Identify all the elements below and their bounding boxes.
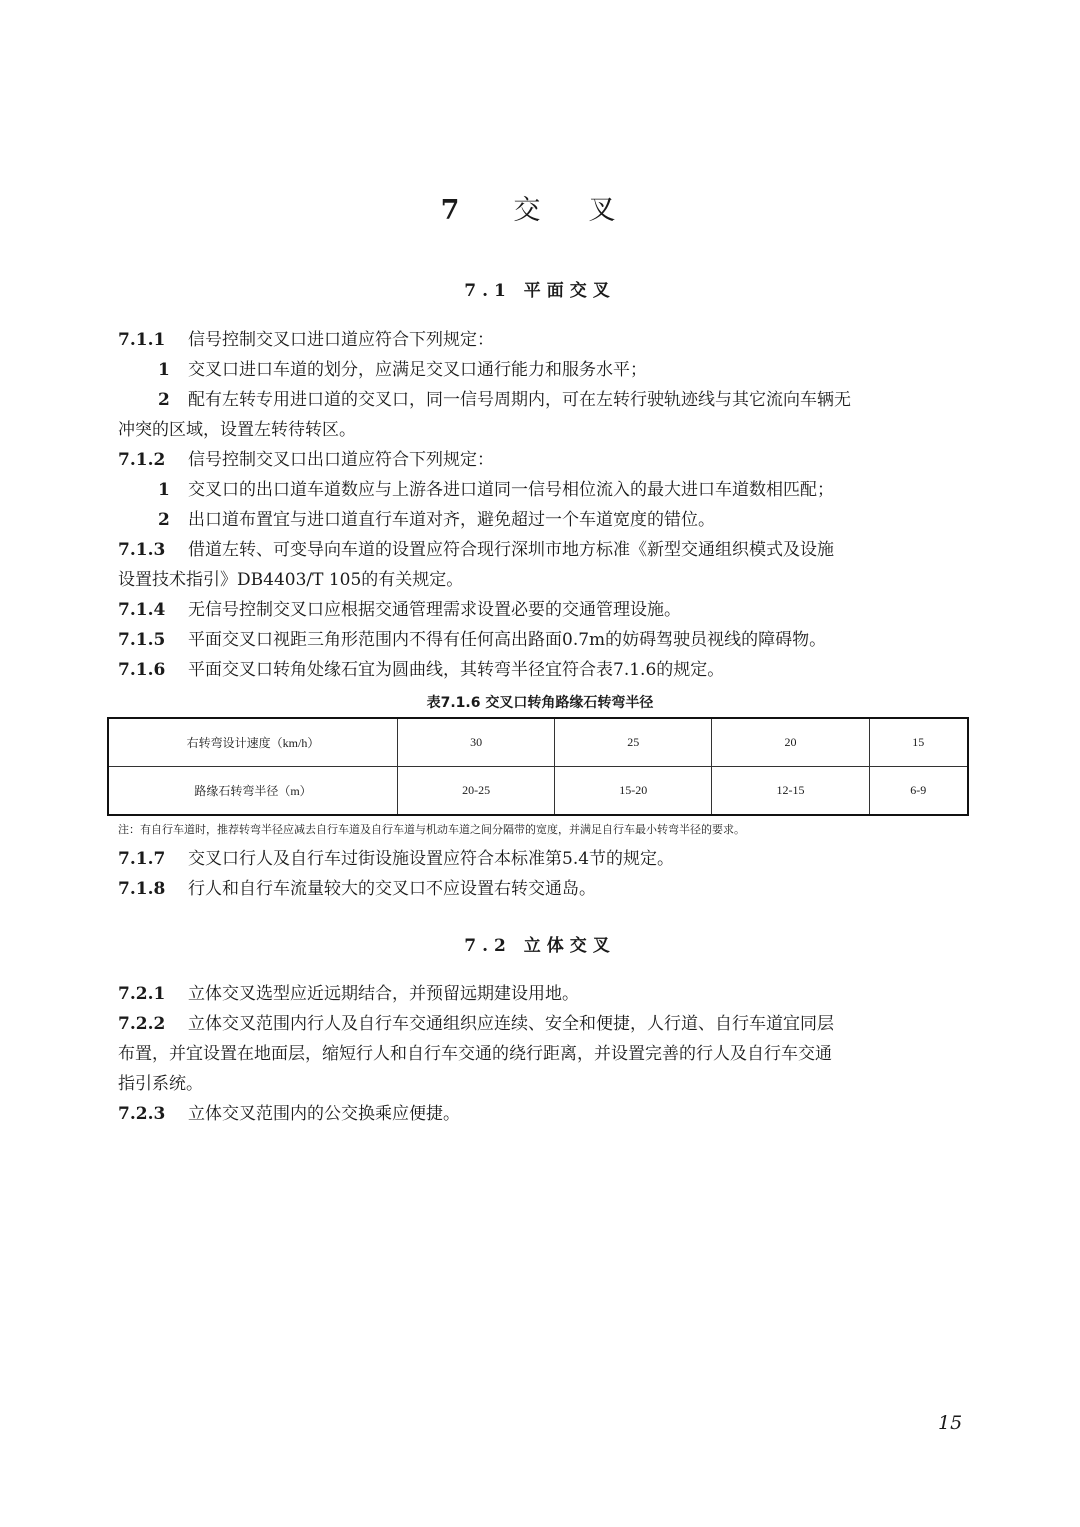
clause-text: 平面交叉口视距三角形范围内不得有任何高出路面0.7m的妨碍驾驶员视线的障碍物。	[188, 630, 827, 650]
clause-number: 7.1.3	[118, 540, 166, 560]
table-row	[108, 718, 968, 767]
chapter-title	[0, 188, 1080, 227]
clause	[118, 1013, 964, 1035]
clause	[118, 659, 964, 681]
clause	[118, 539, 964, 561]
clause-continuation	[118, 569, 964, 591]
clause	[118, 449, 964, 471]
item-text: 交叉口的出口道车道数应与上游各进口道同一信号相位流入的最大进口车道数相匹配；	[188, 480, 834, 500]
clause-text: 立体交叉范围内的公交换乘应便捷。	[188, 1104, 460, 1124]
clause-text: 指引系统。	[118, 1074, 203, 1094]
item-number: 2	[158, 390, 170, 410]
clause	[118, 629, 964, 651]
clause-text: 立体交叉选型应近远期结合，并预留远期建设用地。	[188, 984, 579, 1004]
table-row-header: 右转弯设计速度（km/h）	[108, 718, 398, 767]
clause-item	[158, 479, 964, 501]
clause-text: 行人和自行车流量较大的交叉口不应设置右转交通岛。	[188, 879, 596, 899]
section-title-7-1: 7.1 平面交叉	[464, 281, 616, 301]
clause-continuation	[118, 419, 964, 441]
clause-number: 7.1.1	[118, 330, 166, 350]
clause-text: 交叉口行人及自行车过街设施设置应符合本标准第5.4节的规定。	[188, 849, 675, 869]
item-text: 配有左转专用进口道的交叉口，同一信号周期内，可在左转行驶轨迹线与其它流向车辆无	[188, 390, 851, 410]
clause-continuation	[118, 1043, 964, 1065]
chapter-title-char: 叉	[588, 195, 616, 226]
clause	[118, 983, 964, 1005]
clause-continuation	[118, 1073, 964, 1095]
clause-number: 7.1.2	[118, 450, 166, 470]
table-cell: 6-9	[869, 767, 968, 816]
item-number: 1	[158, 480, 170, 500]
item-text: 交叉口进口车道的划分，应满足交叉口通行能力和服务水平；	[188, 360, 647, 380]
clause-number: 7.2.2	[118, 1014, 166, 1034]
chapter-title-char: 交	[513, 195, 541, 226]
table-cell: 15	[869, 718, 968, 767]
table-cell: 20-25	[398, 767, 555, 816]
clause	[118, 878, 964, 900]
chapter-number: 7	[440, 195, 460, 226]
table-cell: 30	[398, 718, 555, 767]
clause-number: 7.1.7	[118, 849, 166, 869]
section-title-7-2: 7.2 立体交叉	[464, 936, 616, 956]
clause-text: 布置，并宜设置在地面层，缩短行人和自行车交通的绕行距离，并设置完善的行人及自行车交通	[118, 1044, 832, 1064]
clause	[118, 848, 964, 870]
clause-item	[158, 509, 964, 531]
clause-text: 无信号控制交叉口应根据交通管理需求设置必要的交通管理设施。	[188, 600, 681, 620]
clause-text: 冲突的区域，设置左转待转区。	[118, 420, 356, 440]
table-cell: 12-15	[712, 767, 869, 816]
table-caption: 表7.1.6 交叉口转角路缘石转弯半径	[426, 695, 654, 711]
clause-number: 7.2.3	[118, 1104, 166, 1124]
clause-number: 7.1.6	[118, 660, 166, 680]
table-cell: 15-20	[555, 767, 712, 816]
item-number: 2	[158, 510, 170, 530]
item-number: 1	[158, 360, 170, 380]
clause-text: 借道左转、可变导向车道的设置应符合现行深圳市地方标准《新型交通组织模式及设施	[188, 540, 834, 560]
clause-item	[158, 359, 964, 381]
clause-item	[158, 389, 964, 411]
clause	[118, 599, 964, 621]
clause-number: 7.1.5	[118, 630, 166, 650]
clause-text: 平面交叉口转角处缘石宜为圆曲线，其转弯半径宜符合表7.1.6的规定。	[188, 660, 725, 680]
table-row-header: 路缘石转弯半径（m）	[108, 767, 398, 816]
clause-text: 设置技术指引》DB4403/T 105的有关规定。	[118, 570, 464, 590]
clause-text: 立体交叉范围内行人及自行车交通组织应连续、安全和便捷，人行道、自行车道宜同层	[188, 1014, 834, 1034]
table-cell: 20	[712, 718, 869, 767]
clause-text: 信号控制交叉口进口道应符合下列规定：	[188, 330, 494, 350]
table-row	[108, 767, 968, 816]
table-cell: 25	[555, 718, 712, 767]
clause-number: 7.1.4	[118, 600, 166, 620]
item-text: 出口道布置宜与进口道直行车道对齐，避免超过一个车道宽度的错位。	[188, 510, 715, 530]
curb-radius-table	[107, 717, 969, 816]
clause-text: 信号控制交叉口出口道应符合下列规定：	[188, 450, 494, 470]
table-note: 注：有自行车道时，推荐转弯半径应减去自行车道及自行车道与机动车道之间分隔带的宽度，并满足自行车最小转弯半径的要求。	[118, 823, 745, 836]
clause	[118, 329, 964, 351]
page-number: 15	[938, 1412, 963, 1434]
clause	[118, 1103, 964, 1125]
clause-number: 7.1.8	[118, 879, 166, 899]
clause-number: 7.2.1	[118, 984, 166, 1004]
